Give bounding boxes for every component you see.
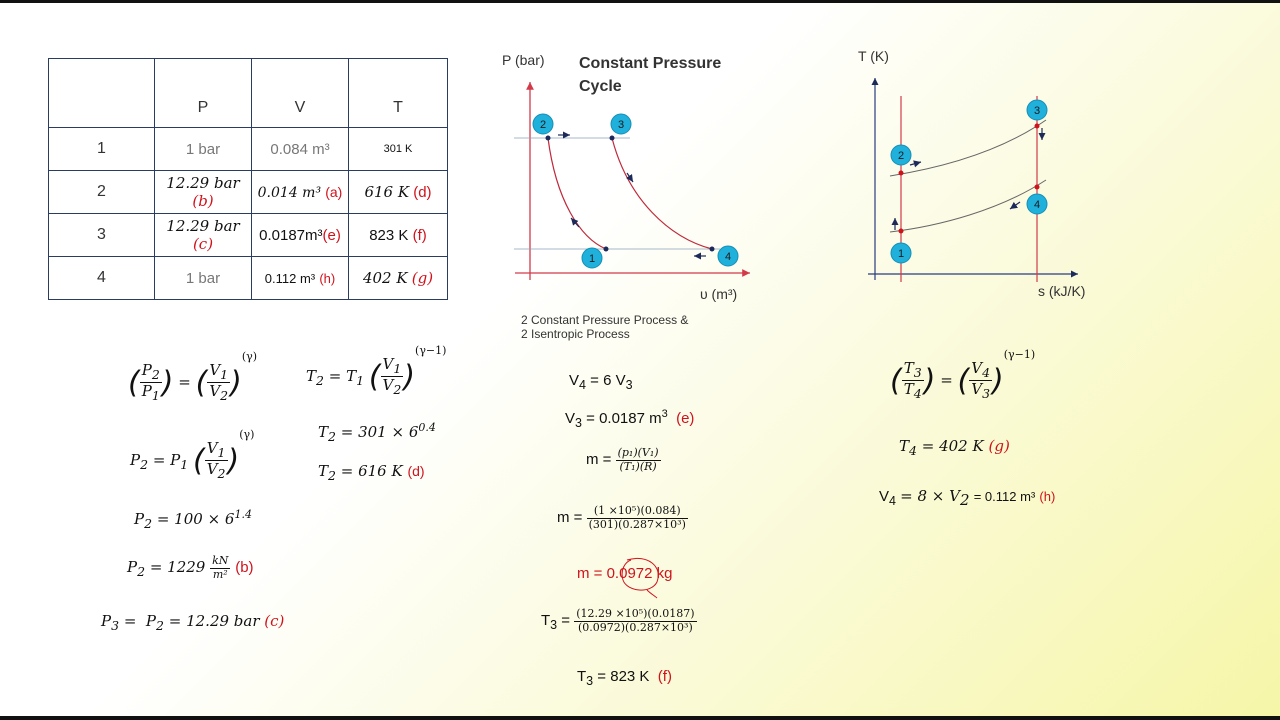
pressure-cell <box>155 214 252 257</box>
ts-point <box>899 171 904 176</box>
top-border <box>0 0 1280 3</box>
pressure-cell: 1 bar <box>155 257 252 300</box>
pressure-cell: 1 bar <box>155 128 252 171</box>
eq-t2-formula: $T_2 = T_1$ ( $\frac{V_1}{V_2}$ )$^{(\gamma-1)}$ <box>306 344 447 398</box>
pv-node-2 <box>533 114 553 134</box>
eq-mass-result: m = 0.0972 kg <box>577 565 673 582</box>
handwritten-circle-annotation <box>617 556 665 600</box>
eq-temperature-ratio: ( $\frac{T_3}{T_4}$ ) = ( $\frac{V_4}{V_3}$ )$^{(\gamma-1)}$ <box>890 348 1036 402</box>
ts-ylabel: T (K) <box>858 48 889 64</box>
volume-value: 0.112 m³ <box>264 270 316 286</box>
ts-node-4 <box>1027 194 1047 214</box>
tag-h: (h) <box>1039 489 1056 504</box>
state-properties-table <box>48 58 448 300</box>
svg-text:1: 1 <box>897 248 905 260</box>
ts-point <box>1035 124 1040 129</box>
pressure-value: 12.29 bar <box>166 174 240 192</box>
temperature-cell <box>349 171 448 214</box>
ts-low-pressure-line <box>890 180 1046 232</box>
eq-t4-result: $T_4 = 402$ K (g) <box>899 437 1010 458</box>
header-cell: T <box>349 59 448 128</box>
volume-value: 0.014 m³ <box>257 184 322 201</box>
svg-text:3: 3 <box>1033 105 1041 117</box>
pv-title-line2: Cycle <box>579 78 622 95</box>
eq-pressure-ratio: ( $\frac{P_2}{P_1}$ ) = ( $\frac{V_1}{V_2}$ )$^{(\gamma)}$ <box>128 350 258 404</box>
pv-node-4 <box>718 246 738 266</box>
svg-text:4: 4 <box>1033 199 1041 211</box>
tag-c: (c) <box>264 612 285 630</box>
pv-caption-line2: 2 Isentropic Process <box>521 327 630 341</box>
tag-f: (f) <box>657 668 672 685</box>
state-number: 2 <box>49 171 155 214</box>
svg-text:3: 3 <box>617 119 625 131</box>
ts-xlabel: s (kJ/K) <box>1038 283 1086 299</box>
eq-t2-substitution: $T_2 = 301 \times 6^{0.4}$ <box>318 421 436 444</box>
table-row <box>49 171 448 214</box>
volume-tag: (a) <box>325 183 343 200</box>
svg-text:1: 1 <box>588 253 596 265</box>
eq-t3-substitution: $T_3$ = $\frac{\text{(12.29 ×10⁵)(0.0187)}}{\text{(0.0972)(0.287×10³)}}$ <box>541 607 695 634</box>
table-row <box>49 128 448 171</box>
pv-point <box>610 136 615 141</box>
eq-v4-ratio: $V_4 = 6$ $V_3$ <box>569 372 633 392</box>
svg-text:2: 2 <box>897 150 905 162</box>
temperature-cell <box>349 257 448 300</box>
header-cell <box>49 59 155 128</box>
table-row <box>49 214 448 257</box>
eq-v3-value: $V_3 = 0.0187$ $m^3$ (e) <box>565 408 695 430</box>
pressure-cell <box>155 171 252 214</box>
volume-cell <box>252 171 349 214</box>
tag-b: (b) <box>235 559 254 577</box>
ts-high-pressure-line <box>890 120 1046 176</box>
tag-d: (d) <box>407 463 425 479</box>
tag-e: (e) <box>676 410 695 427</box>
svg-text:4: 4 <box>724 251 732 263</box>
volume-value: 0.0187m³ <box>259 226 323 244</box>
eq-t2-result: $T_2 = 616$ K (d) <box>318 462 425 483</box>
pv-xlabel: υ (m³) <box>700 286 738 302</box>
ts-point <box>899 229 904 234</box>
temperature-tag: (g) <box>411 269 434 287</box>
volume-tag: (h) <box>319 270 336 286</box>
header-cell: V <box>252 59 349 128</box>
temperature-cell: 301 K <box>349 128 448 171</box>
volume-cell <box>252 257 349 300</box>
ts-node-3 <box>1027 100 1047 120</box>
ts-point <box>1035 185 1040 190</box>
state-number: 1 <box>49 128 155 171</box>
ts-node-2 <box>891 145 911 165</box>
header-cell: P <box>155 59 252 128</box>
temperature-value: 616 K <box>364 183 410 201</box>
temperature-tag: (f) <box>412 226 427 244</box>
pressure-tag: (b) <box>192 192 214 210</box>
ts-direction-arrow-icon <box>1010 202 1020 209</box>
eq-mass-formula: m = $\frac{\text{(p₁)(V₁)}}{\text{(T₁)(R)}}$ <box>586 446 659 473</box>
pv-point <box>710 247 715 252</box>
pv-caption-line1: 2 Constant Pressure Process & <box>521 313 689 327</box>
svg-text:2: 2 <box>539 119 547 131</box>
pv-direction-arrow-icon <box>627 173 633 182</box>
eq-p2-substitution: $P_2 = 100 \times 6^{1.4}$ <box>134 508 252 531</box>
temperature-value: 823 K <box>369 226 409 244</box>
pressure-value: 12.29 bar <box>166 217 240 235</box>
ts-direction-arrow-icon <box>910 162 921 165</box>
pv-point <box>604 247 609 252</box>
eq-p3-result: $P_3 = P_2 = 12.29$ bar (c) <box>101 612 285 633</box>
state-number: 4 <box>49 257 155 300</box>
pv-ylabel: P (bar) <box>502 52 545 68</box>
ts-diagram <box>860 70 1090 285</box>
eq-t3-result: $T_3 = 823$ K (f) <box>577 668 672 688</box>
state-number: 3 <box>49 214 155 257</box>
eq-v4-result: $V_4 = 8 \times V_2 = 0.112$ m³ (h) <box>879 487 1056 509</box>
volume-cell: 0.084 m³ <box>252 128 349 171</box>
bottom-border <box>0 716 1280 720</box>
tag-g: (g) <box>988 437 1010 455</box>
table-header-row <box>49 59 448 128</box>
eq-p2-formula: $P_2 = P_1$ ( $\frac{V_1}{V_2}$ )$^{(\gamma)}$ <box>130 428 255 482</box>
pv-point <box>546 136 551 141</box>
pv-node-1 <box>582 248 602 268</box>
volume-cell <box>252 214 349 257</box>
pressure-tag: (c) <box>192 235 214 253</box>
temperature-tag: (d) <box>413 184 432 201</box>
pv-title-line1: Constant Pressure <box>579 55 722 72</box>
pv-diagram <box>500 70 760 290</box>
pv-compression-curve <box>548 138 606 249</box>
eq-mass-substitution: m = $\frac{\text{(1 ×10⁵)(0.084)}}{\text{(301)(0.287×10³)}}$ <box>557 504 686 531</box>
table-row <box>49 257 448 300</box>
temperature-cell <box>349 214 448 257</box>
pv-direction-arrow-icon <box>571 218 579 227</box>
ts-node-1 <box>891 243 911 263</box>
pv-node-3 <box>611 114 631 134</box>
temperature-value: 402 K <box>362 269 408 287</box>
volume-tag: (e) <box>322 226 341 244</box>
eq-p2-result: $P_2 = 1229$ $\frac{kN}{\text{m²}}$ (b) <box>127 554 254 581</box>
pv-expansion-curve <box>612 138 712 249</box>
